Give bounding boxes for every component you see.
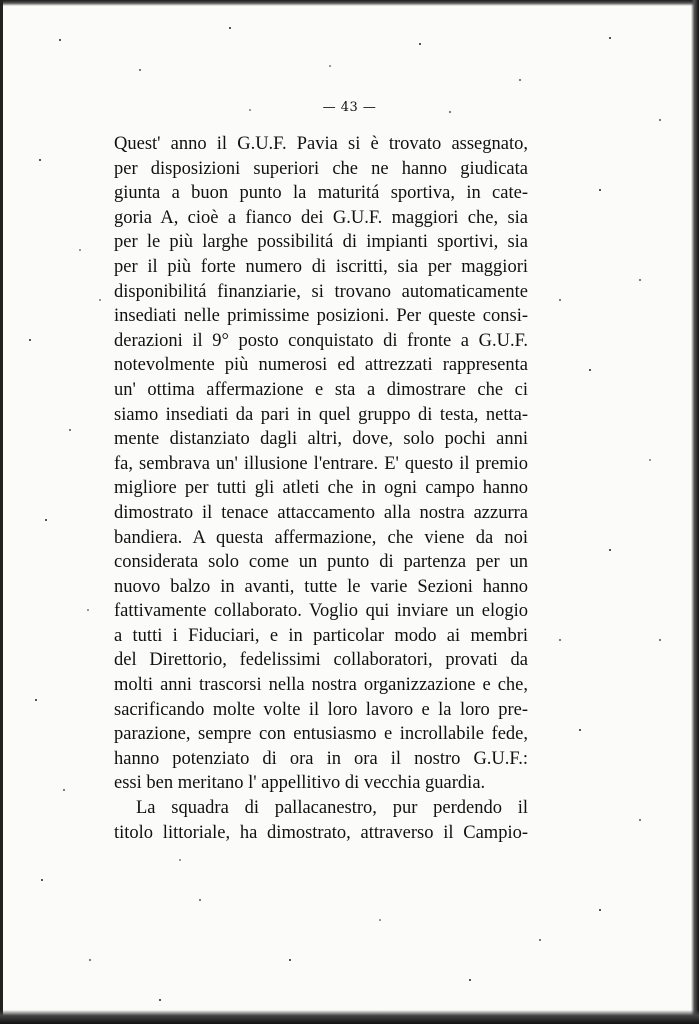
text-line: essi ben meritano l' appellitivo di vecchia guardia. xyxy=(114,773,486,794)
text-line: sacrificando molte volte il loro lavoro e la loro pre- xyxy=(114,699,528,720)
text-line: hanno potenziato di ora in ora il nostro G.U.F.: xyxy=(114,748,528,769)
text-line: titolo littoriale, ha dimostrato, attraverso il Campio- xyxy=(114,822,528,843)
text-line: per le più larghe possibilitá di impianti sportivi, sia xyxy=(114,232,528,253)
text-line: per il più forte numero di iscritti, sia per maggiori xyxy=(114,256,528,277)
text-line: mente distanziato dagli altri, dove, solo pochi anni xyxy=(114,429,528,450)
text-line: dimostrato il tenace attaccamento alla nostra azzurra xyxy=(114,502,528,523)
text-line: siamo insediati da pari in quel gruppo di testa, netta- xyxy=(114,404,528,425)
text-line: Quest' anno il G.U.F. Pavia si è trovato assegnato, xyxy=(114,134,528,154)
text-line: bandiera. A questa affermazione, che viene da noi xyxy=(114,527,528,548)
text-line: un' ottima affermazione e sta a dimostrare che ci xyxy=(114,379,528,400)
text-line: La squadra di pallacanestro, pur perdendo il xyxy=(136,798,528,819)
text-line: a tutti i Fiduciari, e in particolar modo ai membri xyxy=(114,625,528,646)
text-line: fa, sembrava un' illusione l'entrare. E' questo il premio xyxy=(114,453,528,474)
text-line: giunta a buon punto la maturitá sportiva, in cate- xyxy=(114,183,528,204)
text-line: fattivamente collaborato. Voglio qui inviare un elogio xyxy=(114,601,528,622)
text-line: nuovo balzo in avanti, tutte le varie Sezioni hanno xyxy=(114,576,528,597)
text-line: notevolmente più numerosi ed attrezzati rappresenta xyxy=(114,355,528,376)
text-line: goria A, cioè a fianco dei G.U.F. maggiori che, sia xyxy=(114,207,528,228)
text-line: parazione, sempre con entusiasmo e incrollabile fede, xyxy=(114,724,528,745)
body-text xyxy=(114,132,528,845)
text-line: molti anni trascorsi nella nostra organizzazione e che, xyxy=(114,675,528,696)
text-line: insediati nelle primissime posizioni. Per queste consi- xyxy=(114,306,528,327)
text-line: per disposizioni superiori che ne hanno giudicata xyxy=(114,158,528,179)
text-line: migliore per tutti gli atleti che in ogni campo hanno xyxy=(114,478,528,499)
text-line: considerata solo come un punto di partenza per un xyxy=(114,552,528,573)
text-line: del Direttorio, fedelissimi collaboratori, provati da xyxy=(114,650,528,671)
page-number: — 43 — xyxy=(322,100,377,115)
text-line: disponibilitá finanziarie, si trovano automaticamente xyxy=(114,281,528,302)
text-line: derazioni il 9° posto conquistato di fronte a G.U.F. xyxy=(114,330,528,351)
